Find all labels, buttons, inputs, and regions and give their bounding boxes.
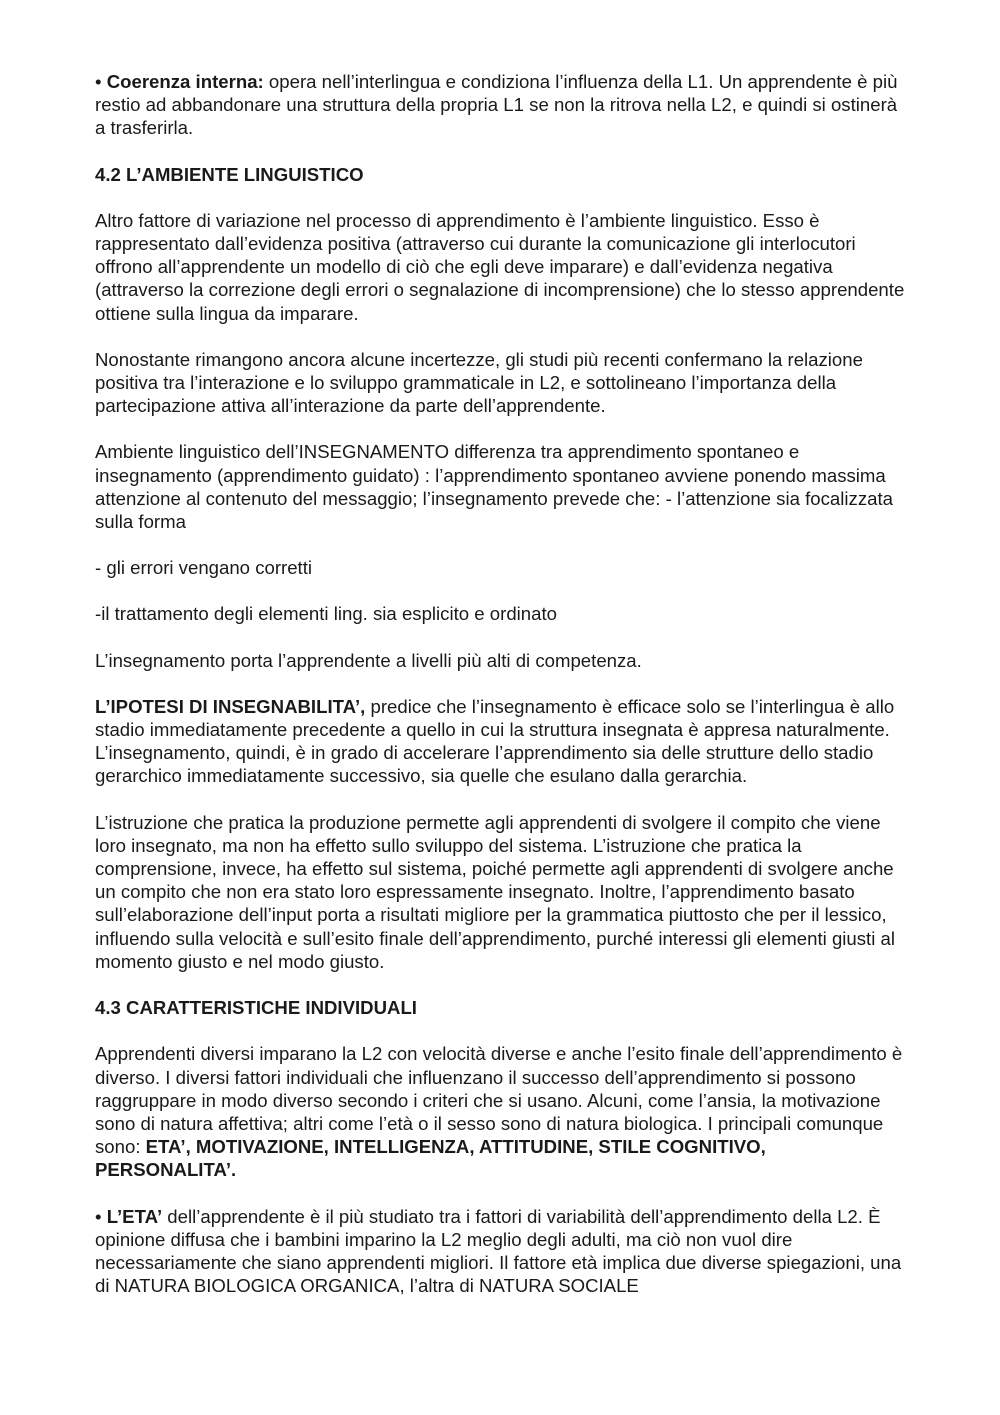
paragraph-text: opera nell’interlingua e condiziona l’influenza della L1. Un apprendente è più restio ad abbandonare una struttura della propria L1 se non la ritrova nella L2, e quindi si ostinerà a trasferirla. (95, 71, 898, 139)
term-ipotesi-insegnabilita: L’IPOTESI DI INSEGNABILITA’, (95, 695, 366, 717)
paragraph-interazione: Nonostante rimangono ancora alcune incertezze, gli studi più recenti confermano la relazione positiva tra l’interazione e lo sviluppo grammaticale in L2, e sottolineano l’importanza della partecipazione attiva all’interazione da parte dell’apprendente. (95, 348, 863, 417)
bullet: • (95, 1205, 107, 1227)
paragraph-insegnamento: Ambiente linguistico dell’INSEGNAMENTO differenza tra apprendimento spontaneo e insegnamento (apprendimento guidato) : l’apprendimento spontaneo avviene ponendo massima attenzione al contenuto del messaggio; l’insegnamento prevede che: - l’attenzione sia focalizzata sulla forma (95, 441, 893, 533)
term-eta: L’ETA’ (106, 1205, 163, 1227)
paragraph-istruzione: L’istruzione che pratica la produzione permette agli apprendenti di svolgere il compito che viene loro insegnato, ma non ha effetto sullo sviluppo del sistema. L’istruzione che pratica la comprensione, invece, ha effetto sul sistema, poiché permette agli apprendenti di svolgere anche un compito che non era stato loro espressamente insegnato. Inoltre, l’apprendimento basato sull’elaborazione dell’input porta a risultati migliore per la grammatica piuttosto che per il lessico, influendo sulla velocità e sull’esito finale dell’apprendimento, purché interessi gli elementi giusti al momento giusto e nel modo giusto. (95, 811, 895, 972)
list-item-errori: - gli errori vengano corretti (95, 557, 313, 579)
section-heading-caratteristiche-individuali: 4.3 CARATTERISTICHE INDIVIDUALI (95, 997, 417, 1019)
document-page (95, 70, 910, 1297)
paragraph-ambiente-intro: Altro fattore di variazione nel processo di apprendimento è l’ambiente linguistico. Esso è rappresentato dall’evidenza positiva (attraverso cui durante la comunicazione gli interlocutori offrono all’apprendente un modello di ciò che egli deve imparare) e dall’evidenza negativa (attraverso la correzione degli errori o segnalazione di incomprensione) che lo stesso apprendente ottiene sulla lingua da imparare. (95, 209, 905, 324)
term-coerenza-interna: Coerenza interna: (106, 71, 264, 92)
paragraph-competenza: L’insegnamento porta l’apprendente a livelli più alti di competenza. (95, 649, 642, 671)
paragraph-text: Apprendenti diversi imparano la L2 con velocità diverse e anche l’esito finale dell’apprendimento è diverso. I diversi fattori individuali che influenzano il successo dell’apprendimento si possono raggruppare in modo diverso secondo i criteri che si usano. Alcuni, come l’ansia, la motivazione sono di natura affettiva; altri come l’età o il sesso sono di natura biologica. I principali comunque sono: (95, 1043, 903, 1158)
page-header-mark (488, 0, 510, 3)
paragraph-text: predice che l’insegnamento è efficace solo se l’interlingua è allo stadio immediatamente precedente a quello in cui la struttura insegnata è appresa naturalmente. L’insegnamento, quindi, è in grado di accelerare l’apprendimento sia delle strutture dello stadio gerarchico immediatamente successivo, sia quelle che esulano dalla gerarchia. (95, 695, 895, 787)
section-heading-ambiente-linguistico: 4.2 L’AMBIENTE LINGUISTICO (95, 163, 364, 185)
paragraph-fattori-individuali (95, 1042, 910, 1181)
paragraph-eta (95, 1205, 910, 1298)
bullet: • (95, 71, 107, 92)
paragraph-text: dell’apprendente è il più studiato tra i fattori di variabilità dell’apprendimento della L2. È opinione diffusa che i bambini imparino la L2 meglio degli adulti, ma ciò non vuol dire necessariamente che siano apprendenti migliori. Il fattore età implica due diverse spiegazioni, una di NATURA BIOLOGICA ORGANICA, l’altra di NATURA SOCIALE (95, 1205, 902, 1297)
paragraph-coerenza-interna (95, 70, 910, 140)
term-fattori-principali: ETA’, MOTIVAZIONE, INTELLIGENZA, ATTITUDINE, STILE COGNITIVO, PERSONALITA’. (95, 1136, 766, 1181)
list-item-trattamento: -il trattamento degli elementi ling. sia esplicito e ordinato (95, 603, 557, 625)
paragraph-ipotesi-insegnabilita (95, 695, 910, 788)
